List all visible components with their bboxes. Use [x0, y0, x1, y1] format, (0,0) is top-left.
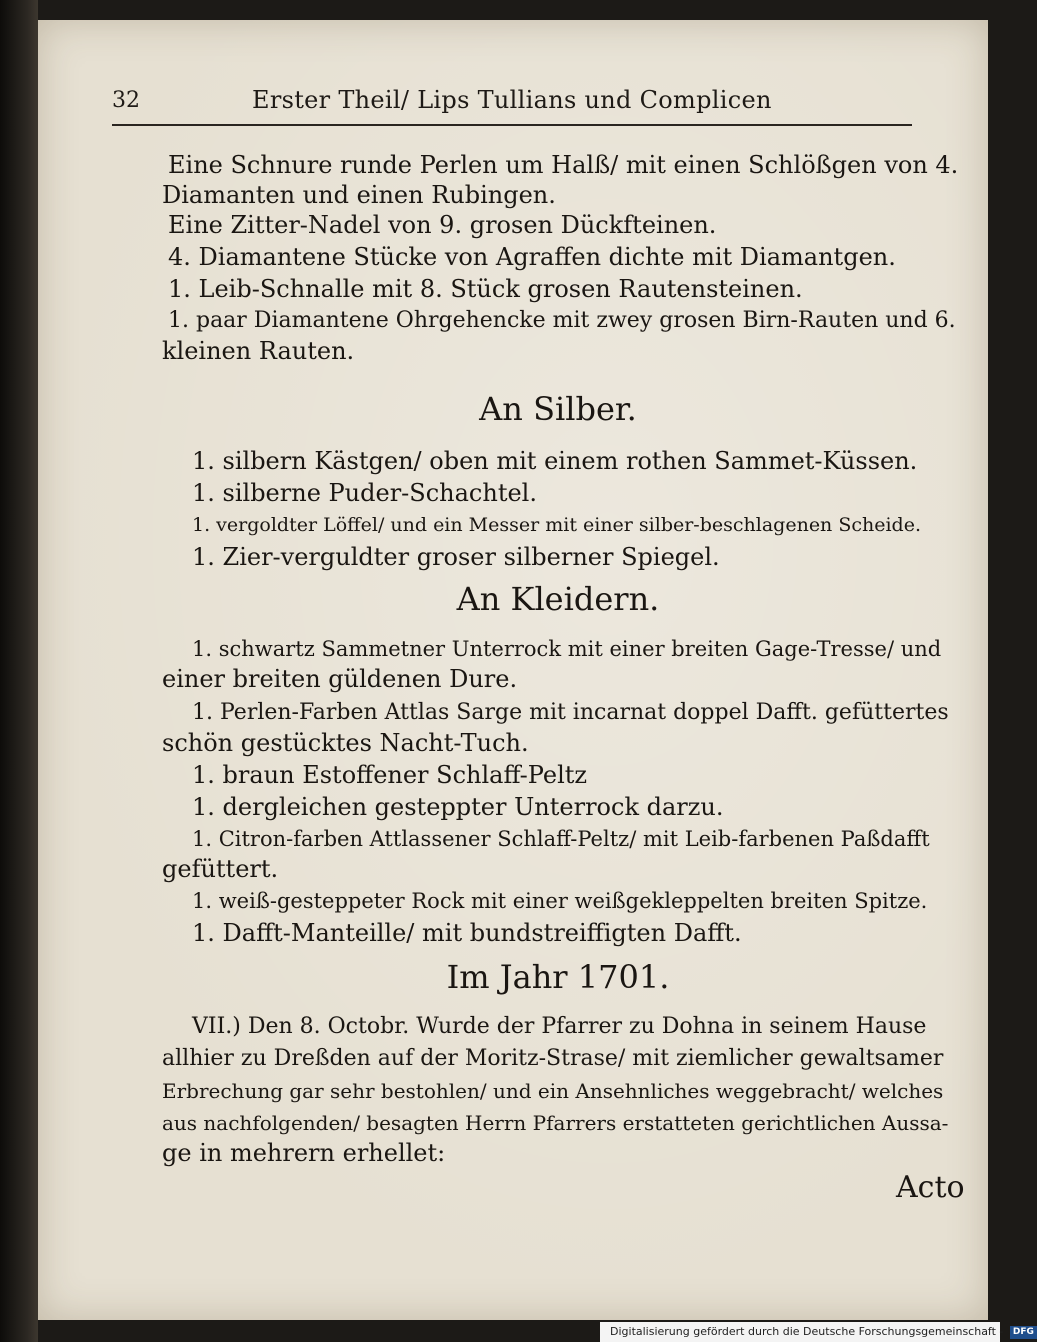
- catchword: Acto: [896, 1170, 965, 1205]
- text-line: 1. weiß-gesteppeter Rock mit einer weißgekleppelten breiten Spitze.: [192, 889, 928, 913]
- text-line: einer breiten güldenen Dure.: [162, 665, 518, 693]
- page-number: 32: [112, 88, 140, 113]
- text-line: 1. braun Estoffener Schlaff-Peltz: [192, 761, 588, 789]
- text-line: 1. silberne Puder-Schachtel.: [192, 479, 537, 507]
- running-header: [112, 84, 912, 126]
- text-line: 1. paar Diamantene Ohrgehencke mit zwey grosen Birn-Rauten und 6.: [168, 308, 956, 333]
- text-line: kleinen Rauten.: [162, 337, 355, 365]
- credit-text: Digitalisierung gefördert durch die Deutsche Forschungsgemeinschaft -: [610, 1325, 1004, 1338]
- section-heading-silver: An Silber.: [479, 390, 637, 428]
- text-line: ge in mehrern erhellet:: [162, 1139, 446, 1167]
- text-line: 1. vergoldter Löffel/ und ein Messer mit einer silber-beschlagenen Scheide.: [192, 514, 921, 536]
- running-title: Erster Theil/ Lips Tullians und Complicen: [252, 86, 772, 114]
- text-line: Erbrechung gar sehr bestohlen/ und ein Ansehnliches weggebracht/ welches: [162, 1079, 944, 1103]
- text-line: 4. Diamantene Stücke von Agraffen dichte mit Diamantgen.: [168, 243, 896, 271]
- text-line: 1. silbern Kästgen/ oben mit einem rothen Sammet-Küssen.: [192, 447, 918, 475]
- text-line: Diamanten und einen Rubingen.: [162, 181, 556, 209]
- text-line: 1. Perlen-Farben Attlas Sarge mit incarnat doppel Dafft. gefüttertes: [192, 700, 949, 725]
- text-line: aus nachfolgenden/ besagten Herrn Pfarrers erstatteten gerichtlichen Aussa-: [162, 1111, 949, 1135]
- dfg-logo: DFG: [1010, 1326, 1037, 1339]
- book-spine-shadow: [0, 0, 38, 1342]
- text-line: gefüttert.: [162, 855, 279, 883]
- text-line: VII.) Den 8. Octobr. Wurde der Pfarrer zu Dohna in seinem Hause: [192, 1014, 927, 1039]
- digitization-credit: [600, 1322, 1034, 1342]
- book-page: [38, 20, 988, 1320]
- text-line: 1. schwartz Sammetner Unterrock mit einer breiten Gage-Tresse/ und: [192, 637, 942, 661]
- section-heading-clothes: An Kleidern.: [456, 580, 660, 618]
- text-line: 1. Leib-Schnalle mit 8. Stück grosen Rautensteinen.: [168, 275, 803, 303]
- text-line: 1. dergleichen gesteppter Unterrock darzu.: [192, 793, 724, 821]
- section-heading-year: Im Jahr 1701.: [446, 958, 670, 996]
- text-line: schön gestücktes Nacht-Tuch.: [162, 729, 529, 757]
- text-line: 1. Zier-verguldter groser silberner Spiegel.: [192, 543, 720, 571]
- text-line: Eine Zitter-Nadel von 9. grosen Dückfteinen.: [168, 211, 717, 239]
- text-line: Eine Schnure runde Perlen um Halß/ mit einen Schlößgen von 4.: [168, 151, 959, 179]
- text-line: 1. Dafft-Manteille/ mit bundstreiffigten Dafft.: [192, 919, 742, 947]
- text-line: allhier zu Dreßden auf der Moritz-Strase/ mit ziemlicher gewaltsamer: [162, 1046, 944, 1071]
- text-line: 1. Citron-farben Attlassener Schlaff-Peltz/ mit Leib-farbenen Paßdafft: [192, 827, 930, 851]
